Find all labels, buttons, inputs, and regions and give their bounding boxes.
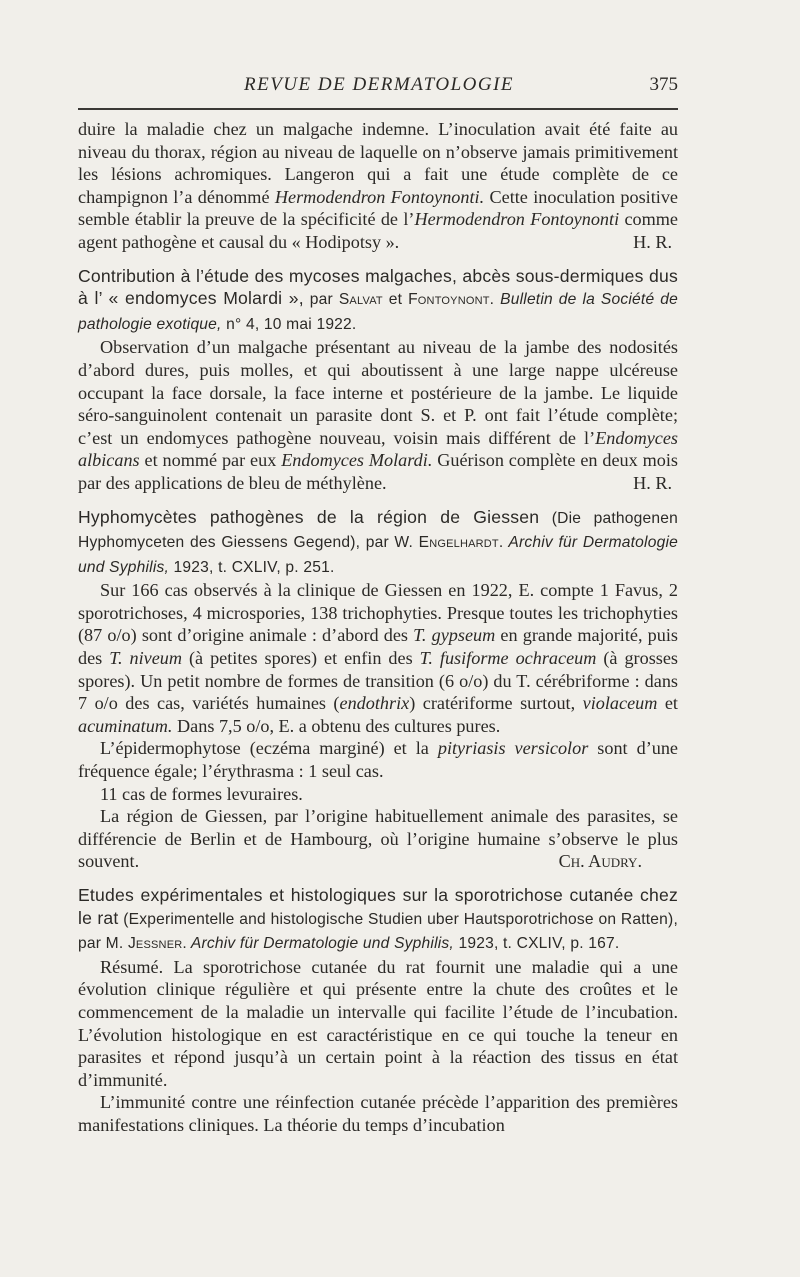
text-run: ) cratériforme surtout, [409,693,583,714]
heading-text: Contribution à l’étude des mycoses malgaches, abcès sous-dermiques dus à l’ « endomyces Molardi », [78,265,678,309]
text-run: et nommé par eux [139,450,282,471]
paragraph [78,737,678,782]
article-heading [78,265,678,337]
citation: 1923, t. CXLIV, p. 251. [169,558,335,576]
journal-name: Archiv für Dermatologie und Syphilis, [78,534,679,576]
text-run: (à petites spores) et enfin des [182,648,420,669]
paragraph [78,336,678,494]
paragraph-continuation [78,118,678,254]
citation: 1923, t. CXLIV, p. 167. [453,935,620,953]
author-name: Engelhardt. [418,534,504,552]
reference [78,911,678,953]
citation: n° 4, 10 mai 1922. [221,315,357,333]
page-number: 375 [649,74,678,95]
text-run: sont d’une fréquence égale; l’érythrasma : 1 seul cas. [78,738,679,782]
italic-run: T. gypseum [413,625,496,646]
italic-run: Endomyces Molardi. [281,450,433,471]
italic-run: Hermodendron Fontoynonti. [274,186,485,207]
italic-run: pityriasis versicolor [437,738,589,759]
italic-run: T. fusiforme ochraceum [419,648,597,669]
text-run: Cette inoculation positive semble établir la preuve de la spécificité de l’ [78,186,678,230]
running-head [80,74,678,104]
text-run: Guérison complète en deux mois par des applications de bleu de méthylène. [78,450,678,493]
italic-run: Hermodendron Fontoynonti [414,209,620,230]
paragraph: 11 cas de formes levuraires. [100,783,303,804]
italic-run: T. niveum [109,648,183,669]
text-run: Observation d’un malgache présentant au niveau de la jambe des nodosités d’abord dures, puis molles, et qui aboutissent à une large nappe ulcéreuse occupant la face dorsale, la face interne et postérieure de la jambe. Le liquide séro-sanguinolent contenait un parasite dont S. et P. ont fait l’étude complète; c’est un endomyces pathogène nouveau, voisin mais différent de l’ [78,337,678,448]
body-text [78,118,678,1137]
italic-run: violaceum [582,693,658,714]
italic-run: acuminatum. [78,715,173,736]
text-run: (Experimentelle and histologische Studien uber Hautsporotrichose on Ratten), par M. [78,910,678,953]
text-run: L’épidermophytose (eczéma marginé) et la [100,738,438,759]
author-name: Fontoynont. [408,291,495,309]
text-run: et [657,693,678,714]
text-run: (Die pathogenen Hyphomyceten des Giessens Gegend), par W. [78,509,678,552]
article-heading [78,884,678,956]
italic-run: Endomyces albicans [78,427,678,471]
text-run: Sur 166 cas observés à la clinique de Giessen en 1922, E. compte 1 Favus, 2 sporotrichoses, 4 microspories, 138 trichophyties. Presque toutes les trichophyties (87 o/o) sont d’origine animale : d’abord des [78,580,678,646]
text-run: duire la maladie chez un malgache indemne. L’inoculation avait été faite au niveau du thorax, région au niveau de laquelle on n’observe jamais primitivement les lésions achromiques. Langeron qui a fait une étude complète de ce champignon l’a dénommé [78,119,678,207]
signature: H. R. [633,231,672,252]
text-run: par [303,291,339,309]
text-run: et [382,291,409,309]
text-run: comme agent pathogène et causal du « Hodipotsy ». [78,209,678,252]
text-run: Dans 7,5 o/o, E. a obtenu des cultures pures. [172,715,501,736]
text-run: en grande majorité, puis des [78,625,679,669]
journal-name: Bulletin de la Société de pathologie exotique, [78,291,678,333]
signature: Ch. Audry. [558,851,642,872]
text-run: (à grosses spores). Un petit nombre de formes de transition (6 o/o) du T. cérébriforme : dans 7 o/o des cas, variétés humaines ( [78,648,679,714]
journal-title: REVUE DE DERMATOLOGIE [243,74,515,95]
heading-text: Hyphomycètes pathogènes de la région de Giessen [78,506,540,527]
signature: H. R. [633,472,672,493]
paragraph [78,579,678,737]
header-rule [78,108,678,110]
heading-text: Etudes expérimentales et histologiques sur la sporotrichose cutanée chez le rat [78,885,678,928]
paragraph [78,805,678,873]
text-run: La région de Giessen, par l’origine habituellement animale des parasites, se différencie de Berlin et de Hambourg, où l’origine humaine s’observe le plus souvent. [78,806,678,872]
italic-run: endothrix [339,693,410,714]
author-name: Salvat [338,291,383,309]
article-heading [78,506,678,580]
journal-name: Archiv für Dermatologie und Syphilis, [186,935,454,953]
paragraph: L’immunité contre une réinfection cutanée précède l’apparition des premières manifestations cliniques. La théorie du temps d’incubation [78,1092,678,1135]
author-name: Jessner. [127,935,187,953]
paragraph: Résumé. La sporotrichose cutanée du rat fournit une maladie qui a une évolution clinique régulière et qui présente entre la chute des croûtes et le commencement de la maladie un intervalle qui facilite l’étude de l’incubation. L’évolution histologique en est caractéristique en ce qui touche la teneur en parasites et répond jusqu’à un certain point à la réaction des tissus en état d’immunité. [78,956,678,1090]
